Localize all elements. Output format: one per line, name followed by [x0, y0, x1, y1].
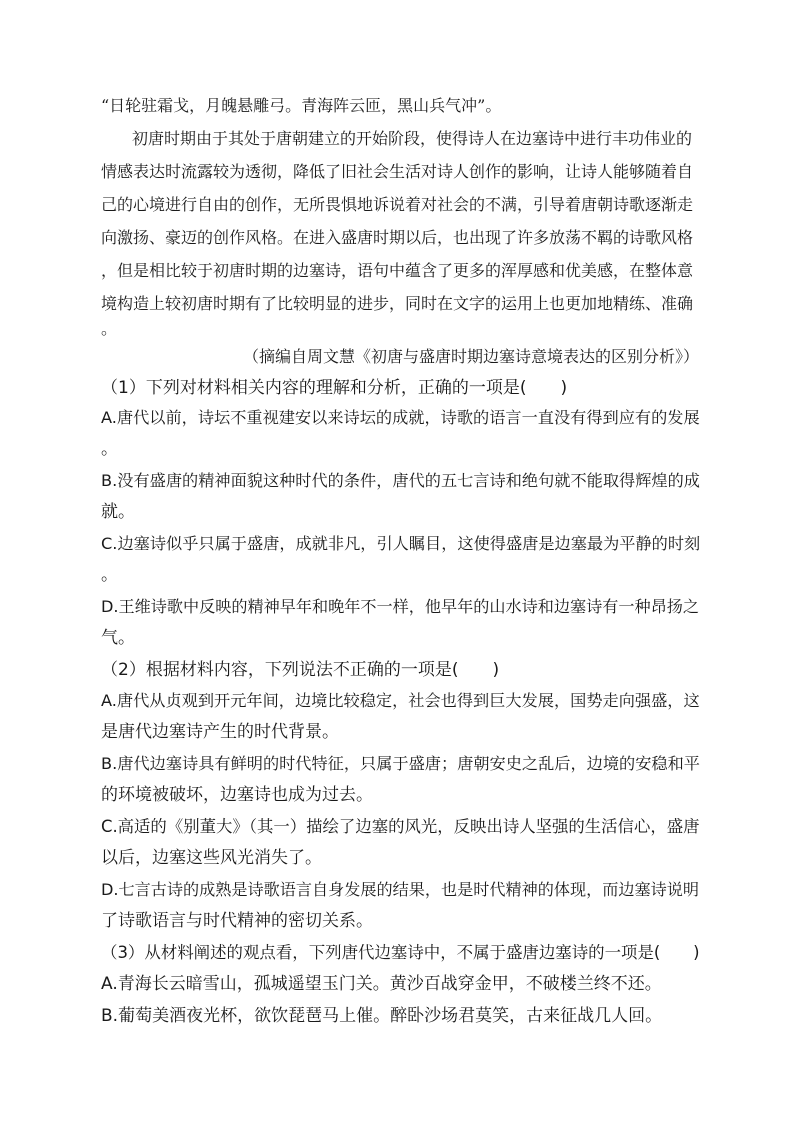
question-2-option-d-cont: 了诗歌语言与时代精神的密切关系。 — [101, 911, 373, 931]
question-1-option-b: B.没有盛唐的精神面貌这种时代的条件，唐代的五七言诗和绝句就不能取得辉煌的成 — [101, 471, 700, 490]
question-3-option-a: A.青海长云暗雪山，孤城遥望玉门关。黄沙百战穿金甲，不破楼兰终不还。 — [101, 974, 662, 994]
question-2-option-b-cont: 的环境被破坏，边塞诗也成为过去。 — [101, 785, 373, 805]
passage-line: 己的心境进行自由的创作，无所畏惧地诉说着对社会的不满，引导着唐朝诗歌逐渐走 — [101, 195, 694, 214]
question-2-option-c: C.高适的《别董大》（其一）描绘了边塞的风光，反映出诗人坚强的生活信心，盛唐 — [101, 817, 700, 836]
question-1-option-c: C.边塞诗似乎只属于盛唐，成就非凡，引人瞩目，这使得盛唐是边塞最为平静的时刻 — [101, 534, 701, 553]
passage-line: 向激扬、豪迈的创作风格。在进入盛唐时期以后，也出现了许多放荡不羁的诗歌风格 — [101, 228, 694, 247]
question-1-option-d-cont: 气。 — [101, 628, 135, 648]
poem-quote-line: “日轮驻霜戈，月魄悬雕弓。青海阵云匝，黑山兵气冲”。 — [101, 96, 502, 115]
question-2-option-d: D.七言古诗的成熟是诗歌语言自身发展的结果，也是时代精神的体现，而边塞诗说明 — [101, 880, 700, 899]
passage-line: 。 — [101, 319, 118, 338]
passage-line: 初唐时期由于其处于唐朝建立的开始阶段，使得诗人在边塞诗中进行丰功伟业的 — [132, 129, 693, 148]
question-1-option-a: A.唐代以前，诗坛不重视建安以来诗坛的成就，诗歌的语言一直没有得到应有的发展 — [101, 408, 700, 427]
question-2-stem: （2）根据材料内容，下列说法不正确的一项是( ) — [101, 660, 500, 680]
question-1-option-d: D.王维诗歌中反映的精神早年和晚年不一样，他早年的山水诗和边塞诗有一种昂扬之 — [101, 597, 700, 616]
passage-line: 境构造上较初唐时期有了比较明显的进步，同时在文字的运用上也更加地精练、准确 — [101, 294, 694, 313]
question-1-option-c-cont: 。 — [101, 565, 118, 585]
question-2-option-a-cont: 是唐代边塞诗产生的时代背景。 — [101, 722, 339, 742]
question-2-option-b: B.唐代边塞诗具有鲜明的时代特征，只属于盛唐；唐朝安史之乱后，边境的安稳和平 — [101, 754, 700, 773]
passage-source: （摘编自周文慧《初唐与盛唐时期边塞诗意境表达的区别分析》） — [243, 347, 700, 366]
question-1-option-b-cont: 就。 — [101, 502, 135, 522]
question-1-option-a-cont: 。 — [101, 439, 118, 459]
question-3-stem: （3）从材料阐述的观点看，下列唐代边塞诗中，不属于盛唐边塞诗的一项是( ) — [101, 943, 700, 962]
passage-line: ，但是相比较于初唐时期的边塞诗，语句中蕴含了更多的浑厚感和优美感，在整体意 — [101, 261, 694, 280]
question-3-option-b: B.葡萄美酒夜光杯，欲饮琵琶马上催。醉卧沙场君莫笑，古来征战几人回。 — [101, 1006, 663, 1026]
question-1-stem: （1）下列对材料相关内容的理解和分析，正确的一项是( ) — [101, 378, 568, 398]
passage-line: 情感表达时流露较为透彻，降低了旧社会生活对诗人创作的影响，让诗人能够随着自 — [101, 162, 694, 181]
question-2-option-c-cont: 以后，边塞这些风光消失了。 — [101, 848, 322, 868]
question-2-option-a: A.唐代从贞观到开元年间，边境比较稳定，社会也得到巨大发展，国势走向强盛，这 — [101, 691, 700, 710]
